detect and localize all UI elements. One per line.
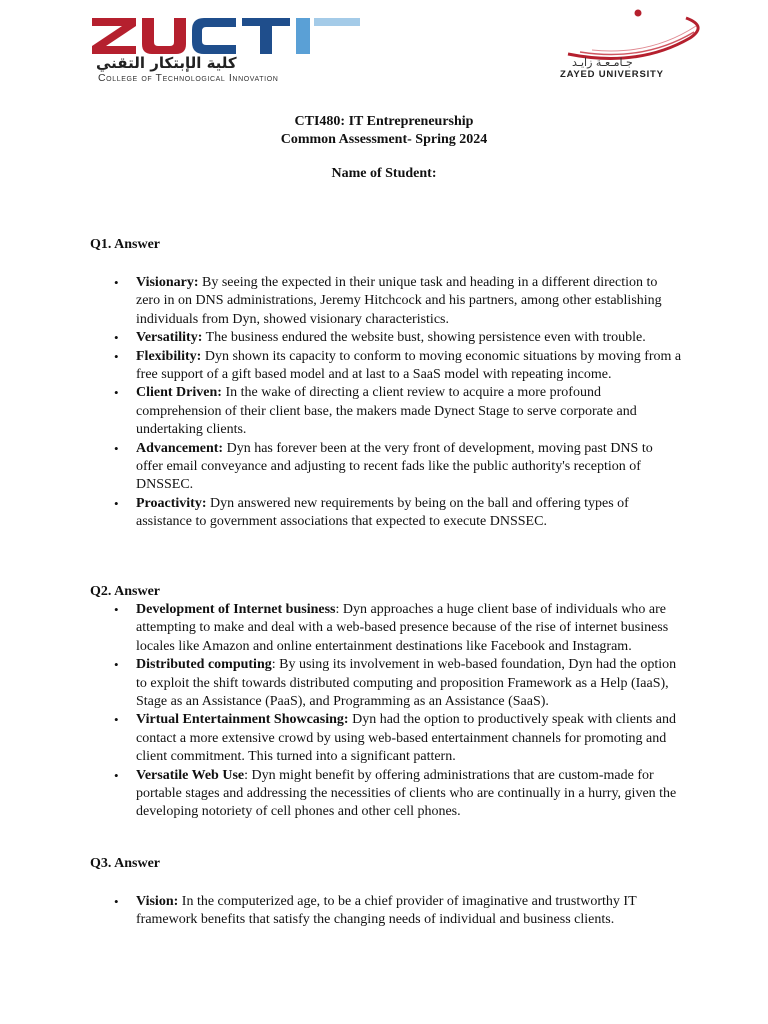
university-english-name: ZAYED UNIVERSITY [560,69,664,80]
answer-item [110,893,682,930]
bullet-icon: • [114,330,119,346]
answer-text: The business endured the website bust, showing persistence even with trouble. [202,330,646,346]
answer-text: : Dyn approaches a huge client base of individuals who are attempting to make and deal with a web-based presence because of the rise of internet business locales like Amazon and online entertainment destinations like Facebook and Instagram. [136,602,669,654]
answer-item [110,348,682,385]
student-name-label: Name of Student: [331,166,437,181]
bullet-icon: • [114,440,119,456]
answer-term: Versatile Web Use [136,767,245,783]
bullet-icon: • [114,275,119,290]
course-title: CTI480: IT Entrepreneurship [294,114,474,129]
answer-text: In the wake of directing a client review to acquire a more profound comprehension of their client base, the makers made Dynect Stage to serve corporate and undertaking clients. [136,385,637,438]
q1-heading: Q1. Answer [90,237,160,252]
answer-text: : Dyn might benefit by offering administrations that are custom-made for portable stages and addressing the necessities of clients who are continually in a hurry, given the developing notoriety of cell phones and other cell phones. [136,767,677,820]
answer-term: Vision: [136,894,179,909]
answer-term: Virtual Entertainment Showcasing: [136,712,349,728]
answer-item [110,711,682,766]
bullet-icon: • [114,348,119,364]
answer-text: Dyn has forever been at the very front of development, moving past DNS to offer email conveyance and adjusting to recent fads like the public authority's reception of DNSSEC. [136,440,653,493]
answer-text: By seeing the expected in their unique task and heading in a different direction to zero in on DNS administrations, Jeremy Hitchcock and his partners, among other establishing individuals from Dyn, showed visionary characteristics. [136,275,662,327]
university-arabic-name: جـامـعـة زايـد [572,56,633,69]
answer-text: Dyn answered new requirements by being on the ball and offering types of assistance to government associations that expected to execute DNSSEC. [136,495,629,530]
bullet-icon: • [114,657,119,673]
answer-term: Visionary: [136,275,199,290]
answer-item [110,329,682,347]
bullet-icon: • [114,767,119,783]
bullet-icon: • [114,385,119,401]
answer-item [110,384,682,439]
bullet-icon: • [114,712,119,728]
answer-term: Versatility: [136,330,203,346]
answer-term: Distributed computing [136,657,272,673]
answer-item [110,440,682,495]
answer-text: : By using its involvement in web-based foundation, Dyn had the option to exploit the shift towards distributed computing and proposition Framework as a Help (IaaS), Stage as an Assistance (PaaS), and Programming as an Assistance (SaaS). [136,657,677,710]
answer-term: Development of Internet business [136,602,336,617]
answer-item [110,274,682,329]
answer-item [110,601,682,656]
q3-answer-list [110,893,682,930]
answer-term: Client Driven: [136,385,222,401]
answer-term: Proactivity: [136,495,207,511]
college-arabic-name: كلية الإبتكار التقني [96,54,237,72]
q2-heading: Q2. Answer [90,584,160,599]
answer-item [110,767,682,822]
assessment-title: Common Assessment- Spring 2024 [280,132,488,147]
q3-heading: Q3. Answer [90,856,160,871]
bullet-icon: • [114,602,119,617]
answer-text: Dyn shown its capacity to conform to moving economic situations by moving from a free support of a gift based model and at last to a SaaS model with repeating income. [136,348,682,383]
q1-answer-list [110,274,682,532]
zucti-logo-mark [92,16,362,56]
answer-term: Advancement: [136,440,224,456]
bullet-icon: • [114,894,119,909]
answer-item [110,495,682,532]
answer-item [110,656,682,711]
college-english-name: College of Technological Innovation [98,72,279,84]
zayed-swoosh-icon [558,8,718,60]
answer-text: In the computerized age, to be a chief provider of imaginative and trustworthy IT framework benefits that satisfy the changing needs of individual and business clients. [136,894,637,928]
answer-text: Dyn had the option to productively speak with clients and contact a more extensive crowd by using web-based entertainment channels for promoting and client commitment. This turned into a significant pattern. [136,712,676,765]
document-title [0,113,768,149]
answer-term: Flexibility: [136,348,202,364]
bullet-icon: • [114,495,119,511]
q2-answer-list [110,601,682,822]
